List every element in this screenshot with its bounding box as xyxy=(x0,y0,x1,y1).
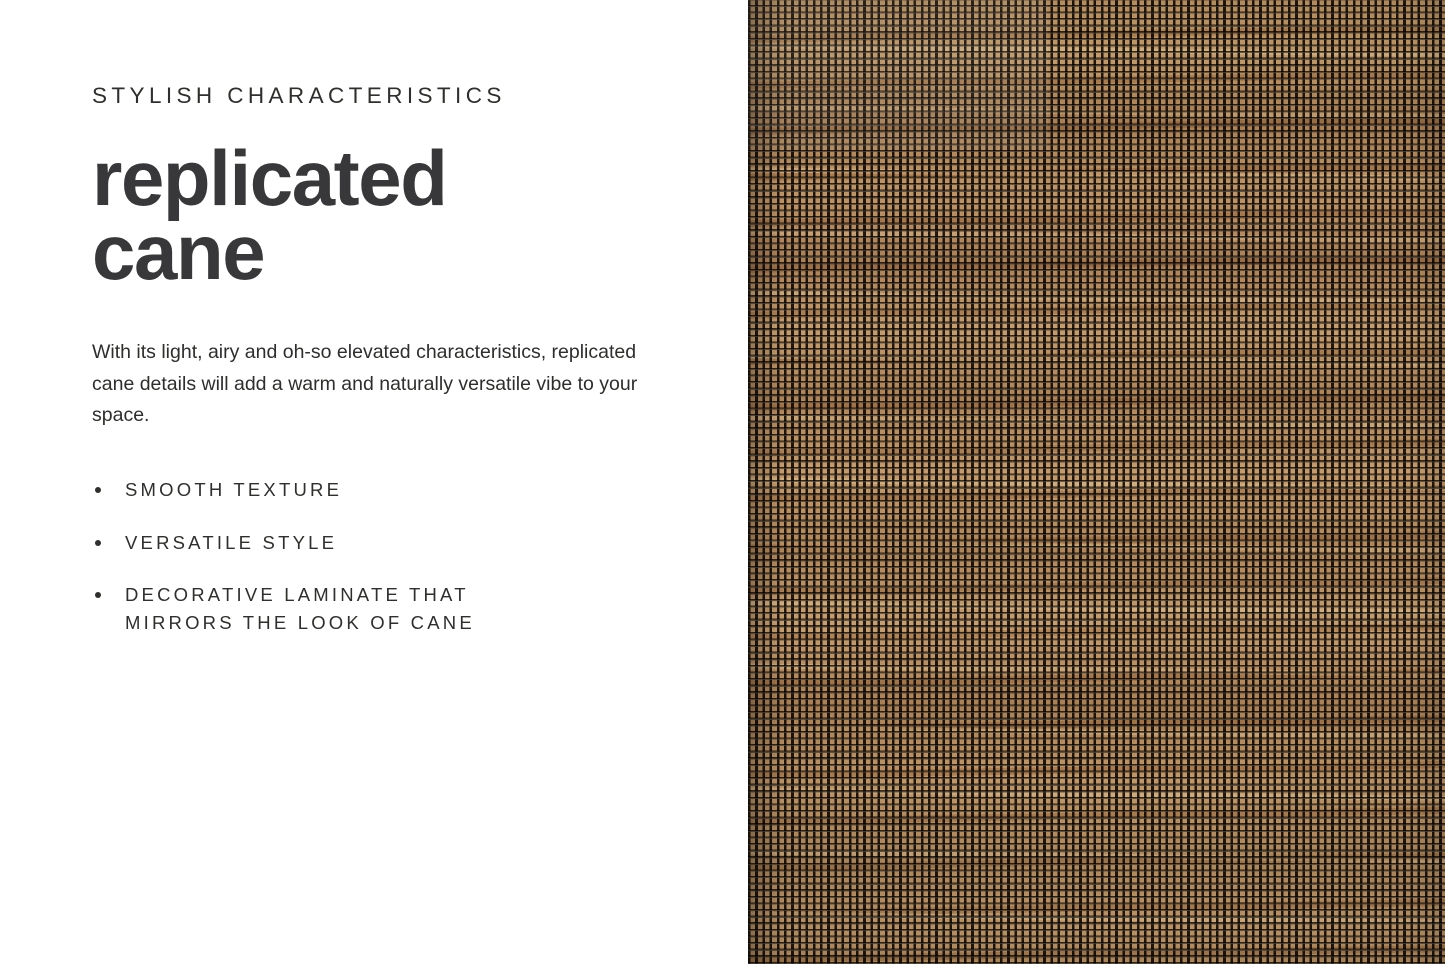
bullet-icon xyxy=(95,487,101,493)
page-title-line-2: cane xyxy=(92,208,265,297)
bullet-icon xyxy=(95,540,101,546)
page-title xyxy=(92,134,562,297)
page-title-line-1: replicated xyxy=(92,134,447,222)
cane-texture-image xyxy=(748,0,1445,964)
weave-vignette-layer xyxy=(748,0,1445,964)
bullet-icon xyxy=(95,592,101,598)
eyebrow-label: STYLISH CHARACTERISTICS xyxy=(92,83,506,108)
feature-label: VERSATILE STYLE xyxy=(125,531,338,553)
body-paragraph: With its light, airy and oh-so elevated characteristics, replicated cane details will add a warm and naturally versatile vibe to your space. xyxy=(92,341,638,427)
list-item xyxy=(92,476,658,504)
list-item xyxy=(92,529,658,557)
list-item xyxy=(92,581,658,637)
feature-label: DECORATIVE LAMINATE THAT MIRRORS THE LOOK OF CANE xyxy=(125,584,475,634)
weave-graphic xyxy=(748,0,1445,964)
feature-label: SMOOTH TEXTURE xyxy=(125,478,343,500)
feature-list xyxy=(92,476,658,637)
